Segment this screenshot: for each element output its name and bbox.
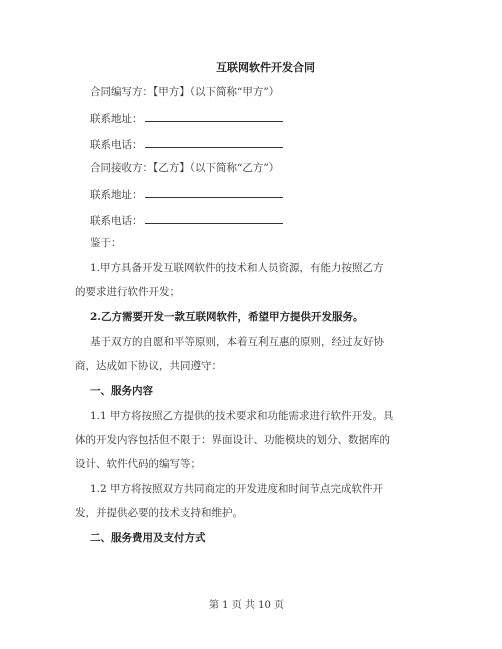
party-a-label: 合同编写方：【甲方】（以下简称“甲方”） (90, 86, 280, 98)
section-1-1-line-1: 1.1 甲方将按照乙方提供的技术要求和功能需求进行软件开发。具 (90, 410, 394, 422)
page-footer: 第 1 页 共 10 页 (209, 600, 284, 611)
party-a-phone (90, 137, 283, 152)
party-a-address (90, 111, 283, 126)
document-title: 互联网软件开发合同 (216, 61, 315, 74)
section-1-1-line-2: 体的开发内容包括但不限于：界面设计、功能模块的划分、数据库的 (75, 434, 390, 446)
party-b-phone (90, 213, 283, 228)
party-a-phone-label: 联系电话： (90, 139, 143, 151)
party-a-address-label: 联系地址： (90, 113, 143, 125)
whereas-label: 鉴于： (90, 237, 122, 249)
party-b-address-label: 联系地址： (90, 189, 143, 201)
agreement-line-2: 商，达成如下协议，共同遵守： (75, 360, 222, 372)
section-2-heading: 二、服务费用及支付方式 (90, 532, 206, 544)
party-b-phone-blank (145, 213, 283, 224)
clause-1-line-2: 的要求进行软件开发； (75, 286, 180, 298)
party-b-phone-label: 联系电话： (90, 215, 143, 227)
party-a-phone-blank (145, 137, 283, 148)
section-1-heading: 一、服务内容 (90, 385, 153, 397)
section-1-2-line-1: 1.2 甲方将按照双方共同商定的开发进度和时间节点完成软件开 (90, 483, 384, 495)
clause-1-line-1: 1.甲方具备开发互联网软件的技术和人员资源，有能力按照乙方 (90, 262, 384, 274)
section-1-2-line-2: 发，并提供必要的技术支持和维护。 (75, 507, 243, 519)
party-b-address-blank (145, 187, 283, 198)
party-a-address-blank (145, 111, 283, 122)
clause-2: 2.乙方需要开发一款互联网软件，希望甲方提供开发服务。 (90, 311, 364, 323)
agreement-line-1: 基于双方的自愿和平等原则，本着互利互惠的原则，经过友好协 (90, 336, 384, 348)
party-b-label: 合同接收方：【乙方】（以下简称“乙方”） (90, 162, 280, 174)
party-b-address (90, 187, 283, 202)
section-1-1-line-3: 设计、软件代码的编写等； (75, 458, 201, 470)
